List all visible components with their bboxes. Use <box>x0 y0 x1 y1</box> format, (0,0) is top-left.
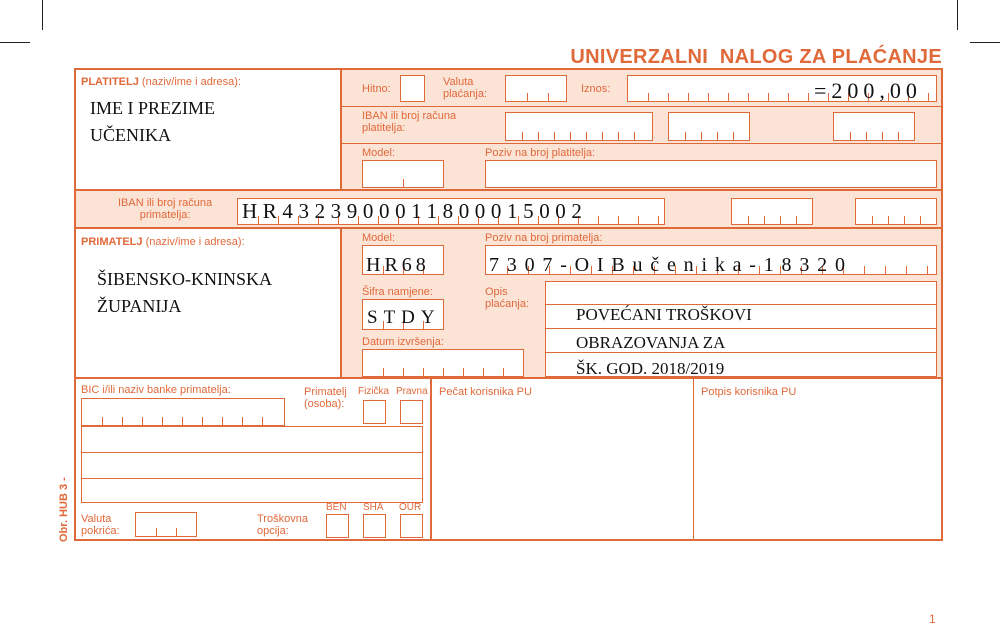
cell-tick <box>522 132 523 140</box>
cell-tick <box>728 93 729 101</box>
cell-tick <box>668 93 669 101</box>
natural-person-checkbox[interactable] <box>363 400 386 424</box>
bic-field[interactable] <box>81 398 285 426</box>
divider <box>81 452 423 453</box>
cell-tick <box>156 528 157 536</box>
payer-iban-label: IBAN ili broj računa platitelja: <box>362 110 457 134</box>
recipient-iban-value: HR4323900011800015002 <box>242 199 588 223</box>
cell-tick <box>182 417 183 425</box>
cell-tick <box>788 93 789 101</box>
recipient-iban-label: IBAN ili broj računa primatelja: <box>118 197 213 221</box>
cell-tick <box>904 216 905 224</box>
divider <box>430 379 432 541</box>
cell-tick <box>527 93 528 101</box>
payer-iban-field-3[interactable] <box>833 112 915 141</box>
divider <box>74 377 943 379</box>
legal-person-label: Pravna <box>396 386 428 397</box>
cost-option-sha-label: SHA <box>363 502 384 513</box>
divider <box>342 106 941 107</box>
cell-tick <box>423 368 424 376</box>
cell-tick <box>866 132 867 140</box>
recipient-reference-value: 7307-OIBučenika-18320 <box>489 254 853 276</box>
cell-tick <box>618 216 619 224</box>
purpose-code-label: Šifra namjene: <box>362 286 433 298</box>
payer-label: PLATITELJ (naziv/ime i adresa): <box>81 76 241 88</box>
payer-name-line2: UČENIKA <box>90 125 171 145</box>
bic-label: BIC i/ili naziv banke primatelja: <box>81 384 231 396</box>
cell-tick <box>242 417 243 425</box>
cell-tick <box>548 93 549 101</box>
cell-tick <box>403 368 404 376</box>
cell-tick <box>102 417 103 425</box>
payer-reference-label: Poziv na broj platitelja: <box>485 147 596 159</box>
recipient-model-value: HR68 <box>366 254 430 276</box>
payer-model-label: Model: <box>362 147 396 159</box>
payer-model-field[interactable] <box>362 160 444 188</box>
cell-tick <box>202 417 203 425</box>
bank-name-field[interactable] <box>81 426 423 503</box>
amount-value: =200,00 <box>814 78 922 103</box>
cost-option-our-checkbox[interactable] <box>400 514 423 538</box>
execution-date-label: Datum izvršenja: <box>362 336 444 348</box>
cell-tick <box>598 216 599 224</box>
crop-mark <box>957 0 958 30</box>
cell-tick <box>885 266 886 274</box>
cell-tick <box>142 417 143 425</box>
natural-person-label: Fizička <box>358 386 390 397</box>
recipient-label: PRIMATELJ (naziv/ime i adresa): <box>81 236 245 248</box>
cell-tick <box>808 93 809 101</box>
cell-tick <box>701 132 702 140</box>
cell-tick <box>383 368 384 376</box>
payer-iban-field-2[interactable] <box>668 112 750 141</box>
cell-tick <box>162 417 163 425</box>
cell-tick <box>403 179 404 187</box>
cell-tick <box>864 266 865 274</box>
divider <box>342 143 941 144</box>
payment-description-line: POVEĆANI TROŠKOVI <box>576 305 752 324</box>
recipient-iban-field-2[interactable] <box>731 198 813 225</box>
cell-tick <box>658 216 659 224</box>
cell-tick <box>708 93 709 101</box>
cell-tick <box>920 216 921 224</box>
cell-tick <box>222 417 223 425</box>
cost-option-sha-checkbox[interactable] <box>363 514 386 538</box>
cell-tick <box>764 216 765 224</box>
recipient-name-line2: ŽUPANIJA <box>97 296 182 316</box>
currency-field[interactable] <box>505 75 567 102</box>
urgent-label: Hitno: <box>362 83 391 95</box>
cell-tick <box>602 132 603 140</box>
payer-reference-field[interactable] <box>485 160 937 188</box>
recipient-model-label: Model: <box>362 232 396 244</box>
cell-tick <box>618 132 619 140</box>
cell-tick <box>888 216 889 224</box>
form-code: Obr. HUB 3 - <box>58 477 70 542</box>
cell-tick <box>443 368 444 376</box>
cell-tick <box>648 93 649 101</box>
divider <box>545 328 937 329</box>
cell-tick <box>906 266 907 274</box>
cell-tick <box>503 368 504 376</box>
cell-tick <box>733 132 734 140</box>
cell-tick <box>122 417 123 425</box>
cell-tick <box>634 132 635 140</box>
cell-tick <box>685 132 686 140</box>
cell-tick <box>638 216 639 224</box>
divider <box>693 379 694 541</box>
currency-label: Valuta plaćanja: <box>443 76 488 100</box>
crop-mark <box>0 42 30 43</box>
cell-tick <box>586 132 587 140</box>
cell-tick <box>570 132 571 140</box>
cover-currency-label: Valuta pokrića: <box>81 513 120 537</box>
cell-tick <box>927 266 928 274</box>
cell-tick <box>748 93 749 101</box>
recipient-iban-field-3[interactable] <box>855 198 937 225</box>
cost-option-our-label: OUR <box>399 502 422 513</box>
purpose-code-value: STDY <box>367 307 441 328</box>
cell-tick <box>717 132 718 140</box>
crop-mark <box>970 42 1000 43</box>
page-number: 1 <box>929 612 936 626</box>
cell-tick <box>796 216 797 224</box>
cell-tick <box>688 93 689 101</box>
payer-name: IME I PREZIME <box>90 98 215 118</box>
cost-option-ben-checkbox[interactable] <box>326 514 349 538</box>
payment-description-label: Opis plaćanja: <box>485 286 530 310</box>
legal-person-checkbox[interactable] <box>400 400 423 424</box>
cell-tick <box>928 93 929 101</box>
cell-tick <box>882 132 883 140</box>
payer-iban-field-1[interactable] <box>505 112 653 141</box>
urgent-checkbox[interactable] <box>400 75 425 102</box>
recipient-reference-label: Poziv na broj primatelja: <box>485 232 603 244</box>
recipient-person-label: Primatelj (osoba): <box>304 386 347 410</box>
cell-tick <box>748 216 749 224</box>
execution-date-field[interactable] <box>362 349 524 377</box>
cover-currency-field[interactable] <box>135 512 197 537</box>
cell-tick <box>768 93 769 101</box>
recipient-name: ŠIBENSKO-KNINSKA <box>97 269 273 289</box>
signature-label: Potpis korisnika PU <box>701 386 797 398</box>
payment-description-line: OBRAZOVANJA ZA <box>576 333 726 352</box>
form-title: UNIVERZALNI NALOG ZA PLAĆANJE <box>570 46 942 68</box>
cell-tick <box>176 528 177 536</box>
cell-tick <box>780 216 781 224</box>
cell-tick <box>898 132 899 140</box>
payment-description-line: ŠK. GOD. 2018/2019 <box>576 359 725 378</box>
divider <box>81 478 423 479</box>
cell-tick <box>554 132 555 140</box>
crop-mark <box>42 0 43 30</box>
cell-tick <box>483 368 484 376</box>
cost-option-label: Troškovna opcija: <box>257 513 308 537</box>
cell-tick <box>872 216 873 224</box>
cell-tick <box>850 132 851 140</box>
cell-tick <box>463 368 464 376</box>
stamp-label: Pečat korisnika PU <box>439 386 532 398</box>
cell-tick <box>538 132 539 140</box>
cost-option-ben-label: BEN <box>326 502 347 513</box>
amount-label: Iznos: <box>581 83 611 95</box>
cell-tick <box>262 417 263 425</box>
